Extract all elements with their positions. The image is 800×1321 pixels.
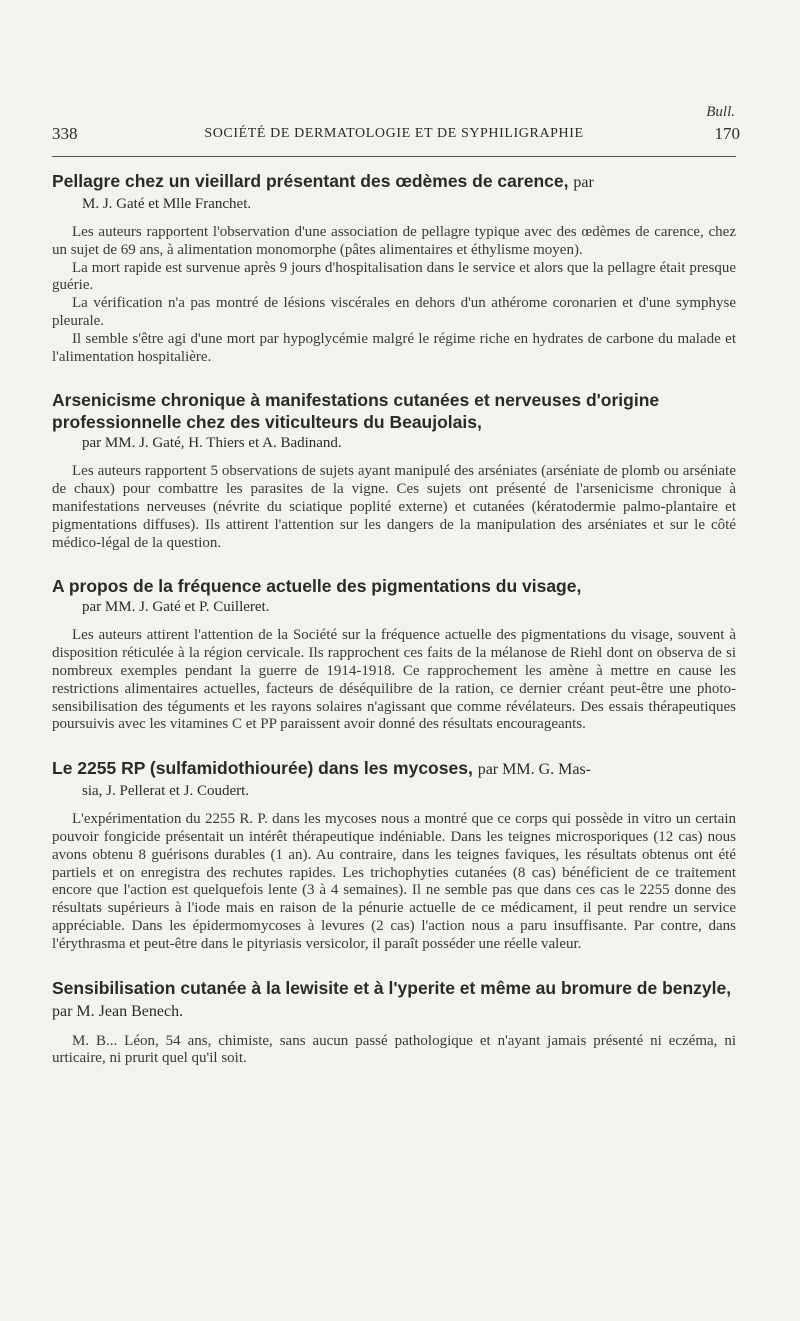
paragraph: Les auteurs rapportent 5 observations de sujets ayant manipulé des arséniates (arséniate de plomb ou arséniate de chaux) pour combattre les parasites de la vigne. Ces sujets ont présenté de l'arsenicisme chronique à manifestations nerveuses (névrite du sciatique poplité externe) et cutanées (kératodermie palmo-plantaire et pigmentations diffuses). Ils attirent l'attention sur les dangers de la manipulation des arséniates et sur le côté médico-légal de la question. — [52, 463, 736, 551]
article-title: Le 2255 RP (sulfamidothiourée) dans les mycoses, par MM. G. Mas- — [52, 758, 592, 779]
article-pellagre — [52, 170, 736, 366]
bulletin-number: 170 — [714, 124, 740, 143]
article-body — [52, 627, 736, 734]
article-authors: sia, J. Pellerat et J. Coudert. — [82, 783, 250, 800]
paragraph: M. B... Léon, 54 ans, chimiste, sans aucun passé pathologique et n'ayant jamais présenté ni eczéma, ni urticaire, ni prurit quel qu'il soit. — [52, 1032, 736, 1067]
paragraph: La vérification n'a pas montré de lésions viscérales en dehors d'un athérome coronarien et d'une symphyse pleurale. — [52, 295, 736, 329]
volume-label: Bull. — [706, 104, 735, 120]
article-title: Pellagre chez un vieillard présentant des œdèmes de carence, par — [52, 171, 594, 191]
article-2255-rp — [52, 757, 736, 953]
article-body — [52, 1033, 736, 1069]
article-body — [52, 224, 736, 366]
article-title: Arsenicisme chronique à manifestations cutanées et nerveuses d'origine professionnelle chez des viticulteurs du Beaujolais, — [52, 390, 660, 433]
paragraph: Les auteurs rapportent l'observation d'une association de pellagre typique avec des œdèmes de carence, chez un sujet de 69 ans, à alimentation monomorphe (pâtes alimentaires et éthylisme moyen). — [52, 224, 736, 258]
paragraph: La mort rapide est survenue après 9 jours d'hospitalisation dans le service et alors que la pellagre était presque guérie. — [52, 259, 736, 294]
article-body — [52, 463, 736, 552]
page-number: 338 — [52, 124, 78, 143]
article-authors: par MM. J. Gaté, H. Thiers et A. Badinand. — [82, 435, 342, 452]
paragraph: L'expérimentation du 2255 R. P. dans les mycoses nous a montré que ce corps qui possède in vitro un certain pouvoir fongicide présentait un intérêt thérapeutique indéniable. Dans les teignes microsporiques (12 cas) nous avons obtenu 8 guérisons durables (1 an). Au contraire, dans les teignes faviques, les résultats obtenus ont été partiels et on enregistra des rechutes rapides. Les trichophyties cutanées (8 cas) bénéficient de ce traitement encore que l'action est quelquefois lente (3 à 4 semaines). Il ne semble pas que dans ces cas le 2255 donne des résultats supérieurs à l'iode mais en raison de la pénurie actuelle de ce médicament, il peut rendre un service appréciable. Dans les épidermomycoses à levures (2 cas) l'action nous a paru insuffisante. Par contre, dans l'érythrasma et peut-être dans le pityriasis versicolor, il paraît posséder une réelle valeur. — [52, 811, 736, 952]
article-authors: par MM. J. Gaté et P. Cuilleret. — [82, 599, 270, 616]
running-title: SOCIÉTÉ DE DERMATOLOGIE ET DE SYPHILIGRAPHIE — [204, 126, 584, 141]
running-header — [52, 124, 740, 146]
article-title: Sensibilisation cutanée à la lewisite et à l'yperite et même au bromure de benzyle, par M. Jean Benech. — [52, 977, 732, 1020]
article-arsenicisme — [52, 389, 736, 552]
paragraph: Il semble s'être agi d'une mort par hypoglycémie malgré le régime riche en hydrates de carbone du malade et l'alimentation hospitalière. — [52, 330, 736, 365]
page-content — [52, 170, 736, 1091]
article-body — [52, 811, 736, 953]
article-authors: M. J. Gaté et Mlle Franchet. — [82, 196, 252, 212]
article-title: A propos de la fréquence actuelle des pigmentations du visage, — [52, 576, 582, 597]
header-rule — [52, 156, 736, 157]
article-sensibilisation — [52, 977, 736, 1069]
article-pigmentations — [52, 575, 736, 734]
paragraph: Les auteurs attirent l'attention de la Société sur la fréquence actuelle des pigmentations du visage, souvent à disposition réticulée à la région cervicale. Ils rapprochent ces faits de la mélanose de Riehl dont on observa de si nombreux exemples pendant la guerre de 1914-1918. Ce rapprochement les amène à mettre en cause les restrictions alimentaires actuelles, facteurs de déséquilibre de la ration, ce dernier créant peut-être une photo-sensibilisation des téguments et les rayons solaires n'agissant que comme révélateurs. Des essais thérapeutiques poursuivis avec les vitamines C et PP paraissent avoir donné des résultats encourageants. — [52, 627, 736, 733]
